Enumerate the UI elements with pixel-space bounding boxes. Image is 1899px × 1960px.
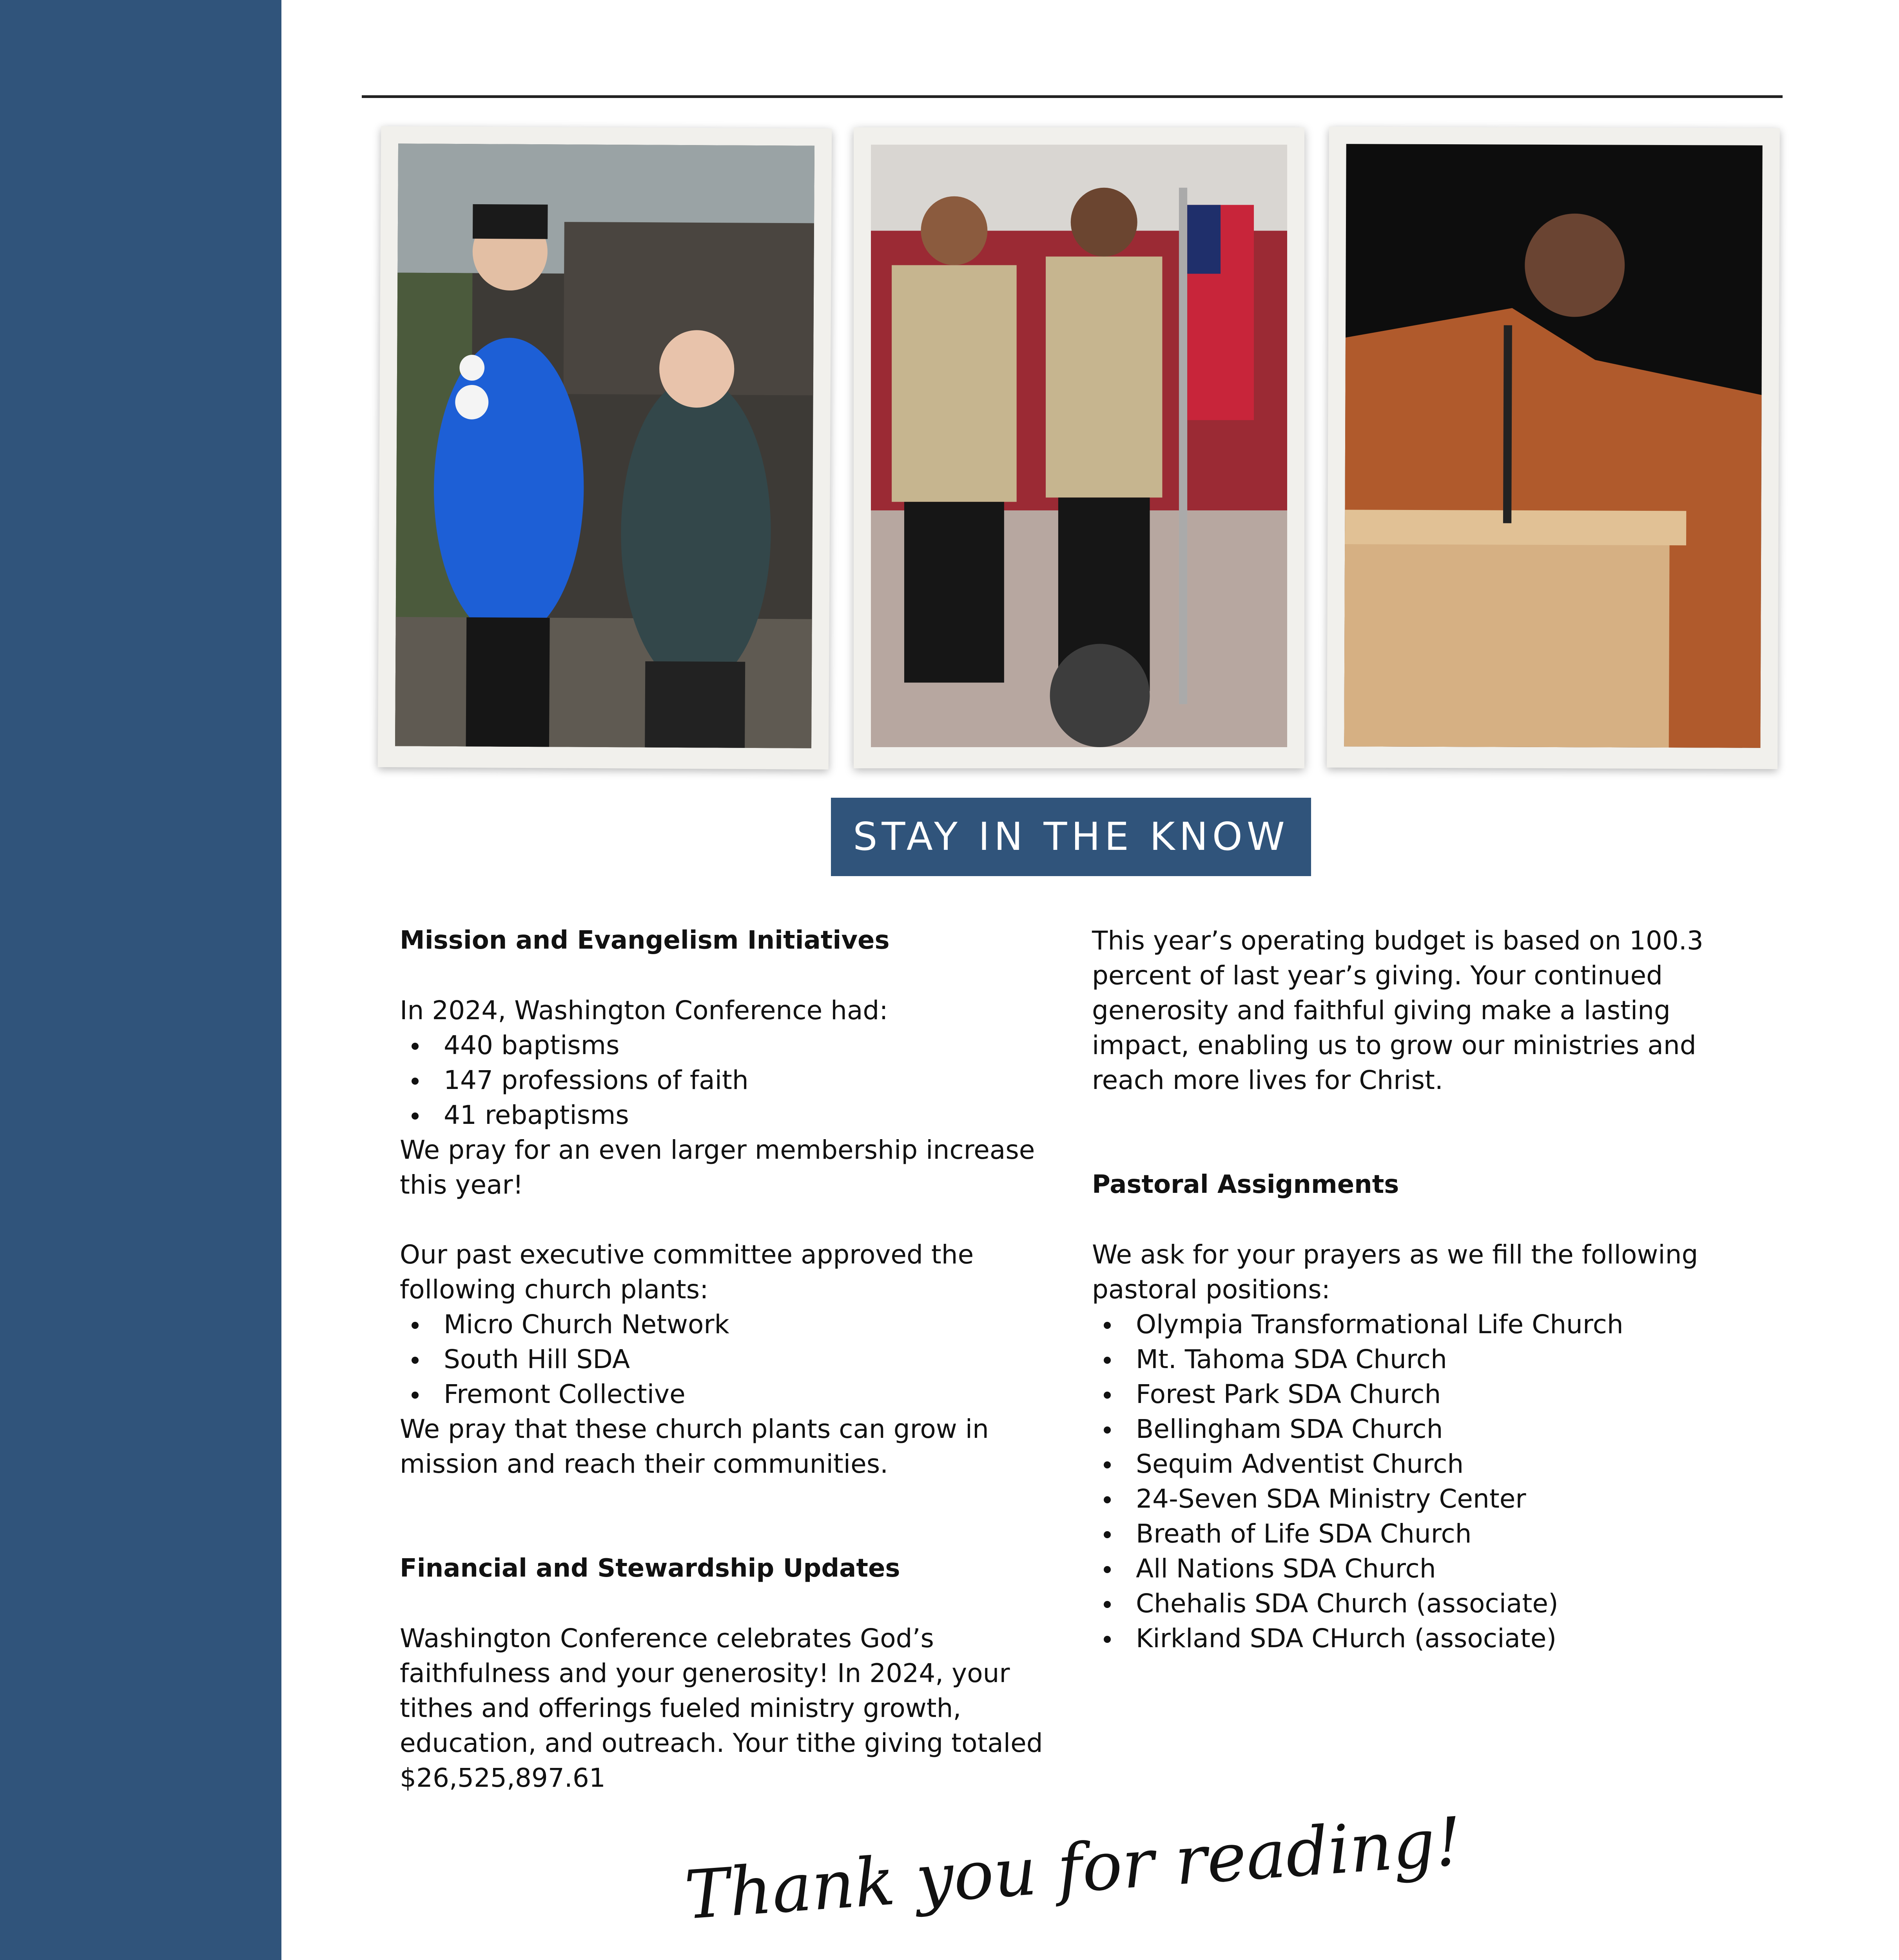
list-item: Mt. Tahoma SDA Church bbox=[1092, 1342, 1774, 1377]
list-item: Micro Church Network bbox=[400, 1307, 1066, 1342]
list-item: Kirkland SDA CHurch (associate) bbox=[1092, 1621, 1774, 1656]
pastoral-positions-list bbox=[1092, 1307, 1774, 1656]
plants-prayer: We pray that these church plants can grow in mission and reach their communities. bbox=[400, 1414, 989, 1479]
list-item: Chehalis SDA Church (associate) bbox=[1092, 1586, 1774, 1621]
pathfinders-image bbox=[871, 145, 1287, 747]
right-column bbox=[1092, 923, 1774, 1656]
photo-pathfinders bbox=[854, 127, 1304, 768]
thank-you-text: Thank you for reading! bbox=[682, 1803, 1465, 1935]
list-item: Olympia Transformational Life Church bbox=[1092, 1307, 1774, 1342]
pastoral-intro: We ask for your prayers as we fill the following pastoral positions: bbox=[1092, 1240, 1698, 1305]
list-item: Bellingham SDA Church bbox=[1092, 1412, 1774, 1446]
financial-heading: Financial and Stewardship Updates bbox=[400, 1554, 900, 1583]
financial-body: Washington Conference celebrates God’s faithfulness and your generosity! In 2024, your tithes and offerings fueled ministry growth, education, and outreach. Your tithe giving totaled $26,525,897.61 bbox=[400, 1623, 1043, 1793]
list-item: 24-Seven SDA Ministry Center bbox=[1092, 1481, 1774, 1516]
photo-girls-snow bbox=[378, 126, 832, 769]
mission-prayer: We pray for an even larger membership increase this year! bbox=[400, 1135, 1035, 1200]
photo-speaker bbox=[1327, 127, 1780, 769]
church-plants-list bbox=[400, 1307, 1066, 1412]
list-item: South Hill SDA bbox=[400, 1342, 1066, 1377]
list-item: Forest Park SDA Church bbox=[1092, 1377, 1774, 1412]
top-rule bbox=[362, 95, 1783, 98]
plants-intro: Our past executive committee approved the following church plants: bbox=[400, 1240, 974, 1305]
stay-in-the-know-banner: STAY IN THE KNOW bbox=[831, 798, 1311, 876]
pastoral-heading: Pastoral Assignments bbox=[1092, 1170, 1399, 1199]
mission-heading: Mission and Evangelism Initiatives bbox=[400, 926, 890, 955]
girls-snow-image bbox=[395, 143, 814, 748]
thank-you-signature bbox=[682, 1799, 1465, 1948]
mission-intro: In 2024, Washington Conference had: bbox=[400, 995, 888, 1025]
sidebar-stripe bbox=[0, 0, 281, 1960]
list-item: Breath of Life SDA Church bbox=[1092, 1516, 1774, 1551]
budget-text: This year’s operating budget is based on 100.3 percent of last year’s giving. Your continued generosity and faithful giving make a lasting impact, enabling us to grow our ministries and reach more lives for Christ. bbox=[1092, 926, 1703, 1095]
list-item: 41 rebaptisms bbox=[400, 1098, 1066, 1132]
list-item: 440 baptisms bbox=[400, 1028, 1066, 1063]
list-item: 147 professions of faith bbox=[400, 1063, 1066, 1098]
list-item: Fremont Collective bbox=[400, 1377, 1066, 1412]
left-column bbox=[400, 923, 1066, 1795]
speaker-image bbox=[1344, 144, 1762, 748]
list-item: Sequim Adventist Church bbox=[1092, 1446, 1774, 1481]
list-item: All Nations SDA Church bbox=[1092, 1551, 1774, 1586]
mission-stats-list bbox=[400, 1028, 1066, 1132]
